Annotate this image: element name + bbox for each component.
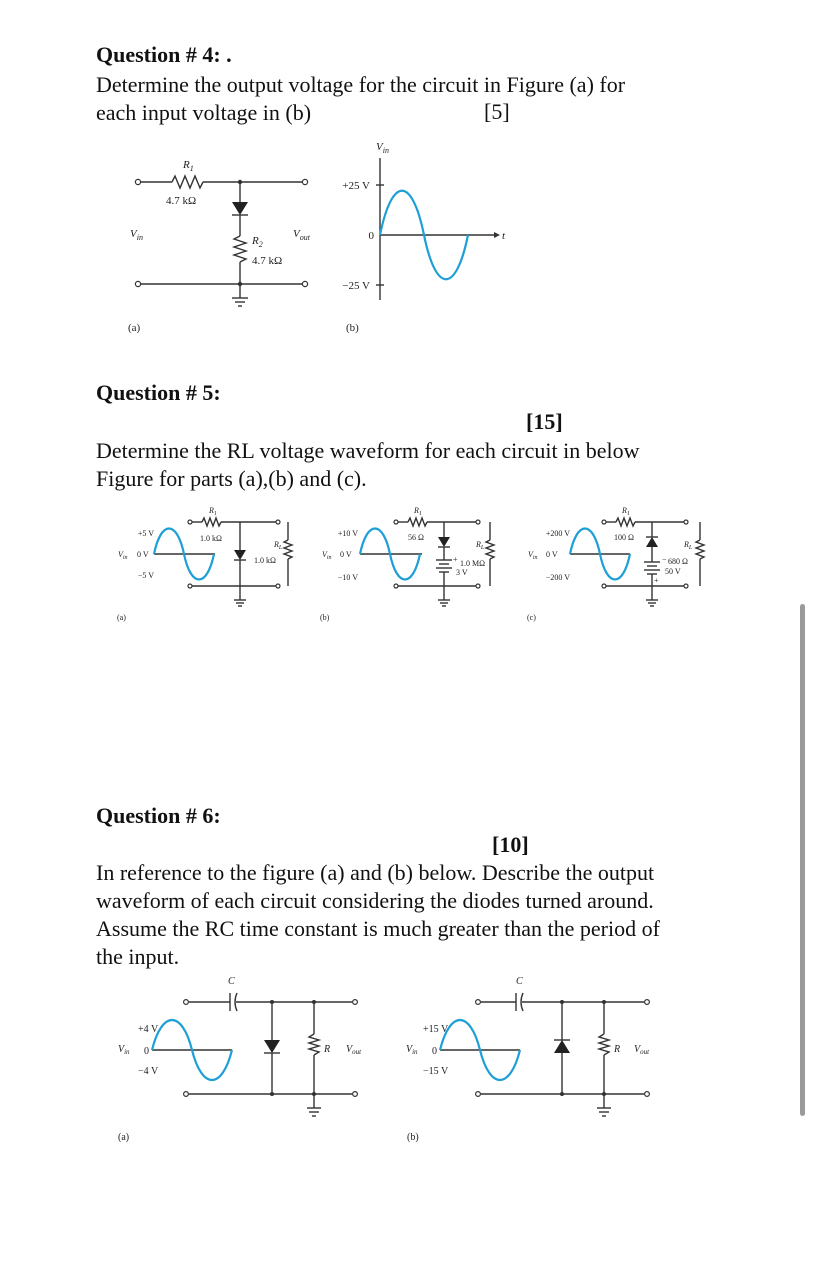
q5c-neg: −200 V bbox=[545, 573, 570, 582]
svg-text:R1: $R_1$ bbox=[414, 506, 422, 517]
q6b-r-label: R bbox=[614, 1044, 621, 1055]
q4-text-line1: Determine the output voltage for the circuit in Figure (a) for bbox=[96, 72, 626, 97]
q5a-zero: 0 V bbox=[137, 550, 149, 559]
q6-text-line3: Assume the RC time constant is much greater than the period of bbox=[96, 916, 660, 941]
q4-wave-zero: 0 bbox=[368, 230, 374, 242]
svg-text:Vout: $V_{out}$ bbox=[634, 1044, 650, 1056]
q5c-bat-plus: + bbox=[654, 576, 659, 585]
q5b-r1-val: 56 Ω bbox=[408, 533, 424, 542]
q5-text-line1: Determine the RL voltage waveform for each circuit in below bbox=[96, 438, 640, 463]
q5c-label: (c) bbox=[527, 613, 536, 622]
q4-title: Question # 4: . bbox=[96, 42, 232, 67]
q5b-label: (b) bbox=[320, 613, 330, 622]
q6b-pos: +15 V bbox=[423, 1024, 449, 1035]
svg-text:RL: $R_L$ bbox=[274, 540, 283, 551]
q6-title: Question # 6: bbox=[96, 803, 221, 828]
q6a-r-label: R bbox=[324, 1044, 331, 1055]
q5b-vin: $V_{in}$ bbox=[322, 550, 332, 561]
vertical-scrollbar[interactable] bbox=[800, 604, 805, 1116]
q6-text-line2: waveform of each circuit considering the diodes turned around. bbox=[96, 888, 654, 913]
q4-r1-label: $R_1$ bbox=[183, 159, 194, 173]
q6-circuit-b bbox=[406, 976, 650, 1143]
q4-wave-neg: −25 V bbox=[342, 280, 370, 292]
q5b-neg: −10 V bbox=[337, 573, 358, 582]
q6a-label: (a) bbox=[118, 1132, 130, 1143]
q4-vin-label: $V_{in}$ bbox=[130, 228, 143, 242]
q4-fig-b-label: (b) bbox=[346, 322, 359, 334]
svg-text:R1: $R_1$ bbox=[622, 506, 630, 517]
q6b-zero: 0 bbox=[432, 1046, 437, 1057]
q5c-pos: +200 V bbox=[545, 529, 570, 538]
q5c-r1-val: 100 Ω bbox=[614, 533, 634, 542]
q5b-rl-val: 1.0 MΩ bbox=[460, 559, 486, 568]
svg-text:R1: $R_1$ bbox=[209, 506, 217, 517]
q5b-pos: +10 V bbox=[337, 529, 358, 538]
q5c-rl-val: 680 Ω bbox=[668, 557, 688, 566]
q5a-r1-val: 1.0 kΩ bbox=[200, 534, 222, 543]
svg-text:Vout: $V_{out}$ bbox=[346, 1044, 362, 1056]
q4-wave-t: t bbox=[502, 230, 506, 242]
q4-text-line2: each input voltage in (b) bbox=[96, 100, 312, 125]
q4-vout-label: $V_{out}$ bbox=[293, 228, 310, 242]
q4-r2-label: $R_2$ bbox=[252, 235, 263, 249]
q4-wave-title: $V_{in}$ bbox=[376, 141, 389, 155]
q4-marks: [5] bbox=[484, 99, 510, 124]
q4-r2-value: 4.7 kΩ bbox=[252, 255, 283, 267]
q6a-pos: +4 V bbox=[138, 1024, 159, 1035]
q5c-bat-minus: − bbox=[662, 555, 667, 564]
q6a-zero: 0 bbox=[144, 1046, 149, 1057]
q5c-vin: $V_{in}$ bbox=[528, 550, 538, 561]
q4-r1-value: 4.7 kΩ bbox=[166, 195, 197, 207]
q6b-c-label: C bbox=[516, 976, 523, 987]
svg-text:Vin: $V_{in}$ bbox=[406, 1044, 418, 1056]
q5a-pos: +5 V bbox=[137, 529, 154, 538]
q6b-neg: −15 V bbox=[423, 1066, 449, 1077]
q5-marks: [15] bbox=[526, 409, 563, 434]
q6a-neg: −4 V bbox=[138, 1066, 159, 1077]
q5a-label: (a) bbox=[117, 613, 126, 622]
q5c-bat: 50 V bbox=[665, 567, 681, 576]
q6b-label: (b) bbox=[407, 1132, 419, 1143]
q5-title: Question # 5: bbox=[96, 380, 221, 405]
q5b-bat: 3 V bbox=[456, 568, 468, 577]
svg-text:RL: $R_L$ bbox=[684, 540, 693, 551]
q6-text-line4: the input. bbox=[96, 944, 180, 969]
q5a-vin: $V_{in}$ bbox=[118, 550, 128, 561]
q6-marks: [10] bbox=[492, 832, 529, 857]
q5a-neg: −5 V bbox=[137, 571, 154, 580]
q6a-c-label: C bbox=[228, 976, 235, 987]
q6-circuit-a bbox=[118, 976, 362, 1143]
q4-wave-pos: +25 V bbox=[342, 180, 370, 192]
svg-text:RL: $R_L$ bbox=[476, 540, 485, 551]
q5b-zero: 0 V bbox=[340, 550, 352, 559]
q5c-zero: 0 V bbox=[546, 550, 558, 559]
q6-text-line1: In reference to the figure (a) and (b) below. Describe the output bbox=[96, 860, 655, 885]
q5a-rl-val: 1.0 kΩ bbox=[254, 556, 276, 565]
q5-text-line2: Figure for parts (a),(b) and (c). bbox=[96, 466, 367, 491]
q4-fig-a-label: (a) bbox=[128, 322, 141, 334]
q5b-bat-plus: + bbox=[453, 555, 458, 564]
svg-text:Vin: $V_{in}$ bbox=[118, 1044, 130, 1056]
